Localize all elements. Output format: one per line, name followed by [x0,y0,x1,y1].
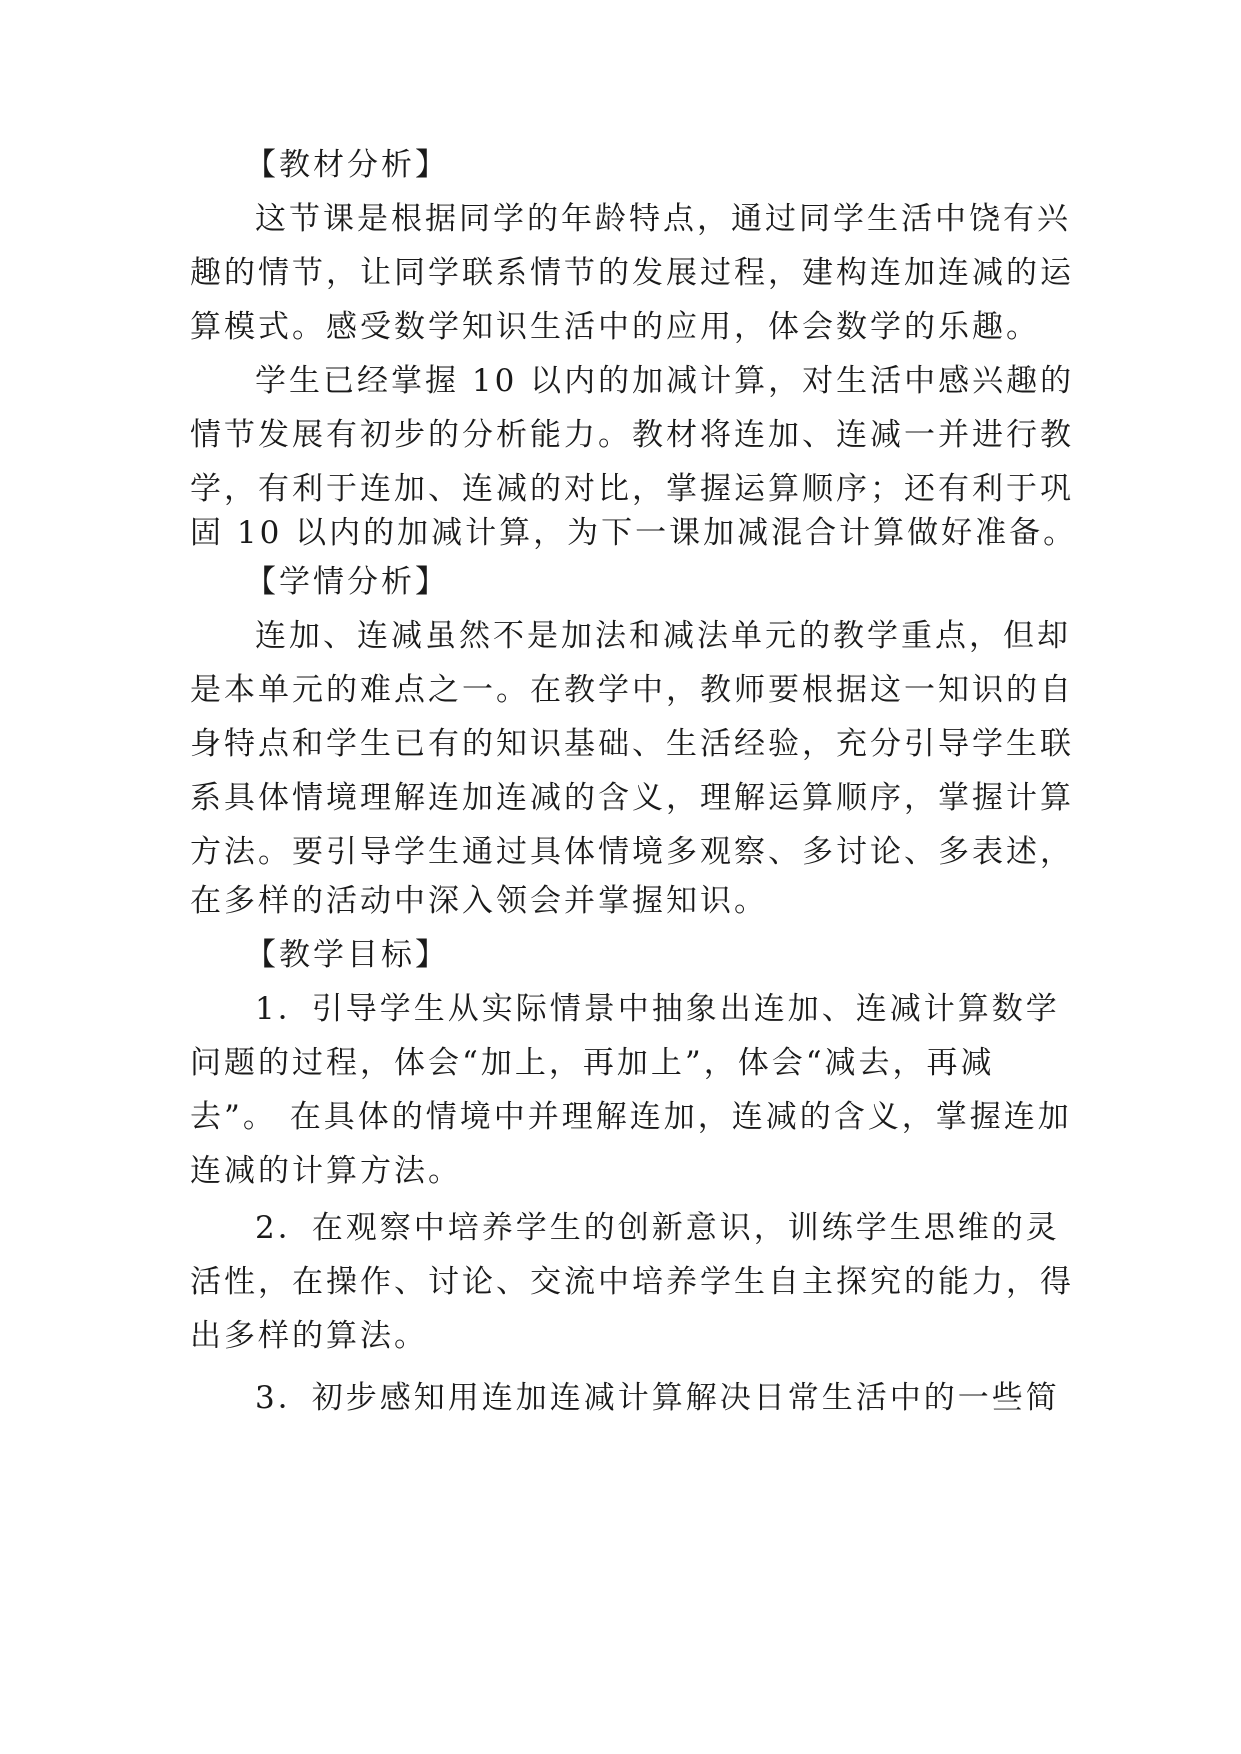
paragraph-line: 学生已经掌握 10 以内的加减计算，对生活中感兴趣的 [255,363,1075,399]
section-heading-textbook-analysis: 【教材分析】 [245,147,449,183]
paragraph-line: 情节发展有初步的分析能力。教材将连加、连减一并进行教 [190,417,1074,453]
paragraph-line: 在多样的活动中深入领会并掌握知识。 [190,883,768,919]
goal-line: 出多样的算法。 [190,1318,428,1354]
goal-line: 去”。 在具体的情境中并理解连加，连减的含义，掌握连加 [190,1099,1072,1135]
paragraph-line: 连加、连减虽然不是加法和减法单元的教学重点，但却 [255,618,1071,654]
paragraph-line: 算模式。感受数学知识生活中的应用，体会数学的乐趣。 [190,309,1040,345]
goal-line: 2．在观察中培养学生的创新意识，训练学生思维的灵 [255,1210,1060,1246]
paragraph-line: 身特点和学生已有的知识基础、生活经验，充分引导学生联 [190,726,1074,762]
paragraph-line: 方法。要引导学生通过具体情境多观察、多讨论、多表述， [190,834,1074,870]
paragraph-line: 学，有利于连加、连减的对比，掌握运算顺序；还有利于巩 [190,471,1074,507]
paragraph-line: 固 10 以内的加减计算，为下一课加减混合计算做好准备。 [190,515,1078,551]
paragraph-line: 趣的情节，让同学联系情节的发展过程，建构连加连减的运 [190,255,1074,291]
goal-line: 连减的计算方法。 [190,1153,462,1189]
goal-line: 活性，在操作、讨论、交流中培养学生自主探究的能力，得 [190,1264,1074,1300]
goal-line: 问题的过程，体会“加上，再加上”，体会“减去，再减 [190,1045,995,1081]
goal-line: 3．初步感知用连加连减计算解决日常生活中的一些简 [255,1380,1060,1416]
paragraph-line: 系具体情境理解连加连减的含义，理解运算顺序，掌握计算 [190,780,1074,816]
paragraph-line: 是本单元的难点之一。在教学中，教师要根据这一知识的自 [190,672,1074,708]
paragraph-line: 这节课是根据同学的年龄特点，通过同学生活中饶有兴 [255,201,1071,237]
section-heading-teaching-goals: 【教学目标】 [245,937,449,973]
section-heading-learning-analysis: 【学情分析】 [245,564,449,600]
goal-line: 1．引导学生从实际情景中抽象出连加、连减计算数学 [255,991,1060,1027]
